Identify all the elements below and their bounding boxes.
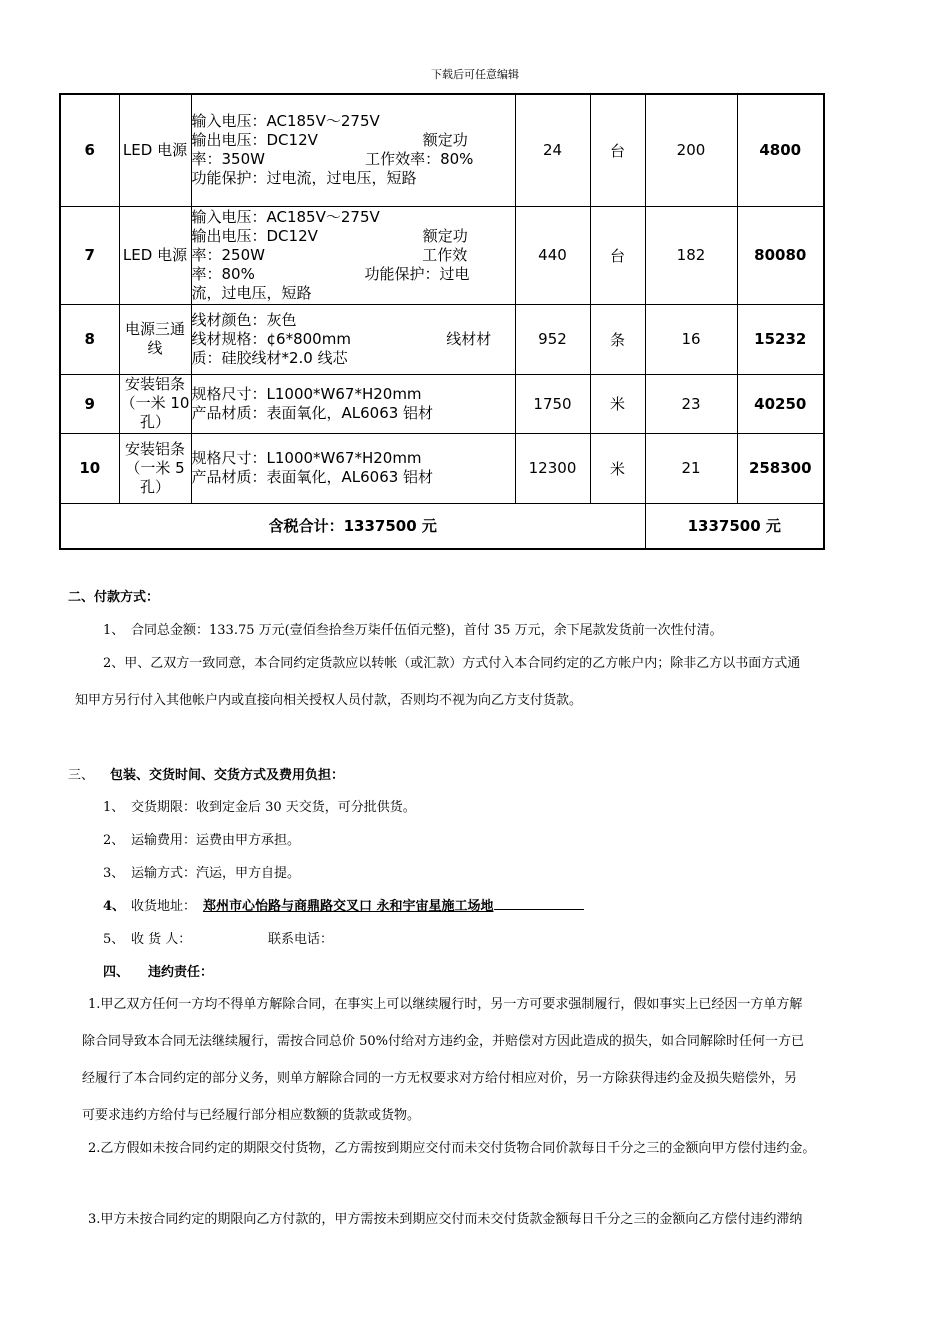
item-spec: 线材颜色：灰色 线材规格：¢6*800mm 线材材 质：硅胶线材*2.0 线芯 bbox=[191, 304, 515, 374]
payment-heading: 二、付款方式： bbox=[68, 590, 160, 605]
breach-line-4: 可要求违约方给付与已经履行部分相应数额的货款或货物。 bbox=[82, 1108, 421, 1123]
delivery-heading: 包装、交货时间、交货方式及费用负担： bbox=[110, 768, 345, 783]
item-price: 16 bbox=[645, 304, 737, 374]
delivery-address-label: 收货地址： bbox=[131, 899, 197, 914]
delivery-address-value: 郑州市心怡路与商鼎路交叉口 永和宇宙星施工场地 bbox=[203, 899, 494, 914]
breach-heading: 违约责任： bbox=[148, 965, 214, 980]
delivery-address-no: 4、 bbox=[103, 899, 126, 914]
item-no: 9 bbox=[60, 374, 119, 433]
item-total: 80080 bbox=[737, 206, 824, 304]
item-spec: 输入电压：AC185V～275V 输出电压：DC12V 额定功 率：250W 工作效 率：80% 功能保护：过电 流，过电压，短路 bbox=[191, 206, 515, 304]
tax-total-row bbox=[60, 503, 824, 549]
item-name: LED 电源 bbox=[119, 206, 191, 304]
item-qty: 1750 bbox=[515, 374, 590, 433]
payment-item-2-line2: 知甲方另行付入其他帐户内或直接向相关授权人员付款，否则均不视为向乙方支付货款。 bbox=[75, 693, 583, 708]
table-row bbox=[60, 206, 824, 304]
item-unit: 条 bbox=[590, 304, 645, 374]
breach-line-5: 2.乙方假如未按合同约定的期限交付货物，乙方需按到期应交付而未交付货物合同价款每日千分之三的金额向甲方偿付违约金。 bbox=[88, 1141, 816, 1156]
delivery-item-1: 交货期限：收到定金后 30 天交货，可分批供货。 bbox=[131, 800, 416, 815]
item-no: 7 bbox=[60, 206, 119, 304]
table-row bbox=[60, 304, 824, 374]
item-qty: 440 bbox=[515, 206, 590, 304]
breach-line-3: 经履行了本合同约定的部分义务，则单方解除合同的一方无权要求对方给付相应对价，另一方除获得违约金及损失赔偿外，另 bbox=[82, 1071, 798, 1086]
breach-line-6: 3.甲方未按合同约定的期限向乙方付款的，甲方需按未到期应交付而未交付货款金额每日千分之三的金额向乙方偿付违约滞纳 bbox=[88, 1212, 803, 1227]
item-unit: 台 bbox=[590, 206, 645, 304]
delivery-heading-no: 三、 bbox=[68, 768, 95, 783]
item-spec: 规格尺寸：L1000*W67*H20mm 产品材质：表面氧化，AL6063 铝材 bbox=[191, 433, 515, 503]
delivery-item-3-no: 3、 bbox=[103, 866, 125, 881]
payment-item-1-no: 1、 bbox=[103, 623, 125, 638]
item-total: 40250 bbox=[737, 374, 824, 433]
delivery-item-2: 运输费用：运费由甲方承担。 bbox=[131, 833, 301, 848]
item-qty: 12300 bbox=[515, 433, 590, 503]
delivery-address bbox=[203, 895, 584, 914]
delivery-item-2-no: 2、 bbox=[103, 833, 125, 848]
payment-item-1: 合同总金额：133.75 万元(壹佰叁拾叁万柒仟伍佰元整)，首付 35 万元，余下尾款发货前一次性付清。 bbox=[131, 623, 723, 638]
item-total: 4800 bbox=[737, 94, 824, 206]
item-name: 安装铝条 （一米 10 孔） bbox=[120, 375, 190, 431]
item-price: 21 bbox=[645, 433, 737, 503]
item-no: 6 bbox=[60, 94, 119, 206]
tax-total-value: 1337500 元 bbox=[645, 503, 824, 549]
item-price: 23 bbox=[645, 374, 737, 433]
item-total: 258300 bbox=[737, 433, 824, 503]
item-price: 182 bbox=[645, 206, 737, 304]
delivery-receiver-no: 5、 bbox=[103, 932, 125, 947]
delivery-item-3: 运输方式：汽运，甲方自提。 bbox=[131, 866, 301, 881]
table-row bbox=[60, 374, 824, 433]
delivery-phone-label: 联系电话： bbox=[268, 932, 334, 947]
item-spec: 输入电压：AC185V～275V 输出电压：DC12V 额定功 率：350W 工作效率：80% 功能保护：过电流，过电压，短路 bbox=[191, 94, 515, 206]
breach-line-1: 1.甲乙双方任何一方均不得单方解除合同，在事实上可以继续履行时，另一方可要求强制履行，假如事实上已经因一方单方解 bbox=[88, 997, 803, 1012]
item-spec: 规格尺寸：L1000*W67*H20mm 产品材质：表面氧化，AL6063 铝材 bbox=[191, 374, 515, 433]
item-total: 15232 bbox=[737, 304, 824, 374]
item-name: 电源三通 线 bbox=[119, 304, 191, 374]
tax-total-label: 含税合计：1337500 元 bbox=[60, 503, 645, 549]
delivery-item-1-no: 1、 bbox=[103, 800, 125, 815]
items-table bbox=[59, 93, 825, 550]
breach-heading-no: 四、 bbox=[103, 965, 130, 980]
delivery-receiver-label: 收 货 人： bbox=[131, 932, 192, 947]
table-row bbox=[60, 94, 824, 206]
item-no: 10 bbox=[60, 433, 119, 503]
item-price: 200 bbox=[645, 94, 737, 206]
item-no: 8 bbox=[60, 304, 119, 374]
item-unit: 米 bbox=[590, 433, 645, 503]
item-unit: 台 bbox=[590, 94, 645, 206]
item-qty: 952 bbox=[515, 304, 590, 374]
item-name: LED 电源 bbox=[119, 94, 191, 206]
table-row bbox=[60, 433, 824, 503]
address-underline bbox=[494, 897, 584, 910]
item-unit: 米 bbox=[590, 374, 645, 433]
payment-item-2-line1: 2、甲、乙双方一致同意，本合同约定货款应以转帐（或汇款）方式付入本合同约定的乙方帐户内；除非乙方以书面方式通 bbox=[103, 656, 801, 671]
breach-line-2: 除合同导致本合同无法继续履行，需按合同总价 50%付给对方违约金，并赔偿对方因此造成的损失，如合同解除时任何一方已 bbox=[82, 1034, 805, 1049]
page-header: 下载后可任意编辑 bbox=[431, 68, 519, 81]
item-qty: 24 bbox=[515, 94, 590, 206]
item-name: 安装铝条 （一米 5 孔） bbox=[119, 433, 191, 503]
